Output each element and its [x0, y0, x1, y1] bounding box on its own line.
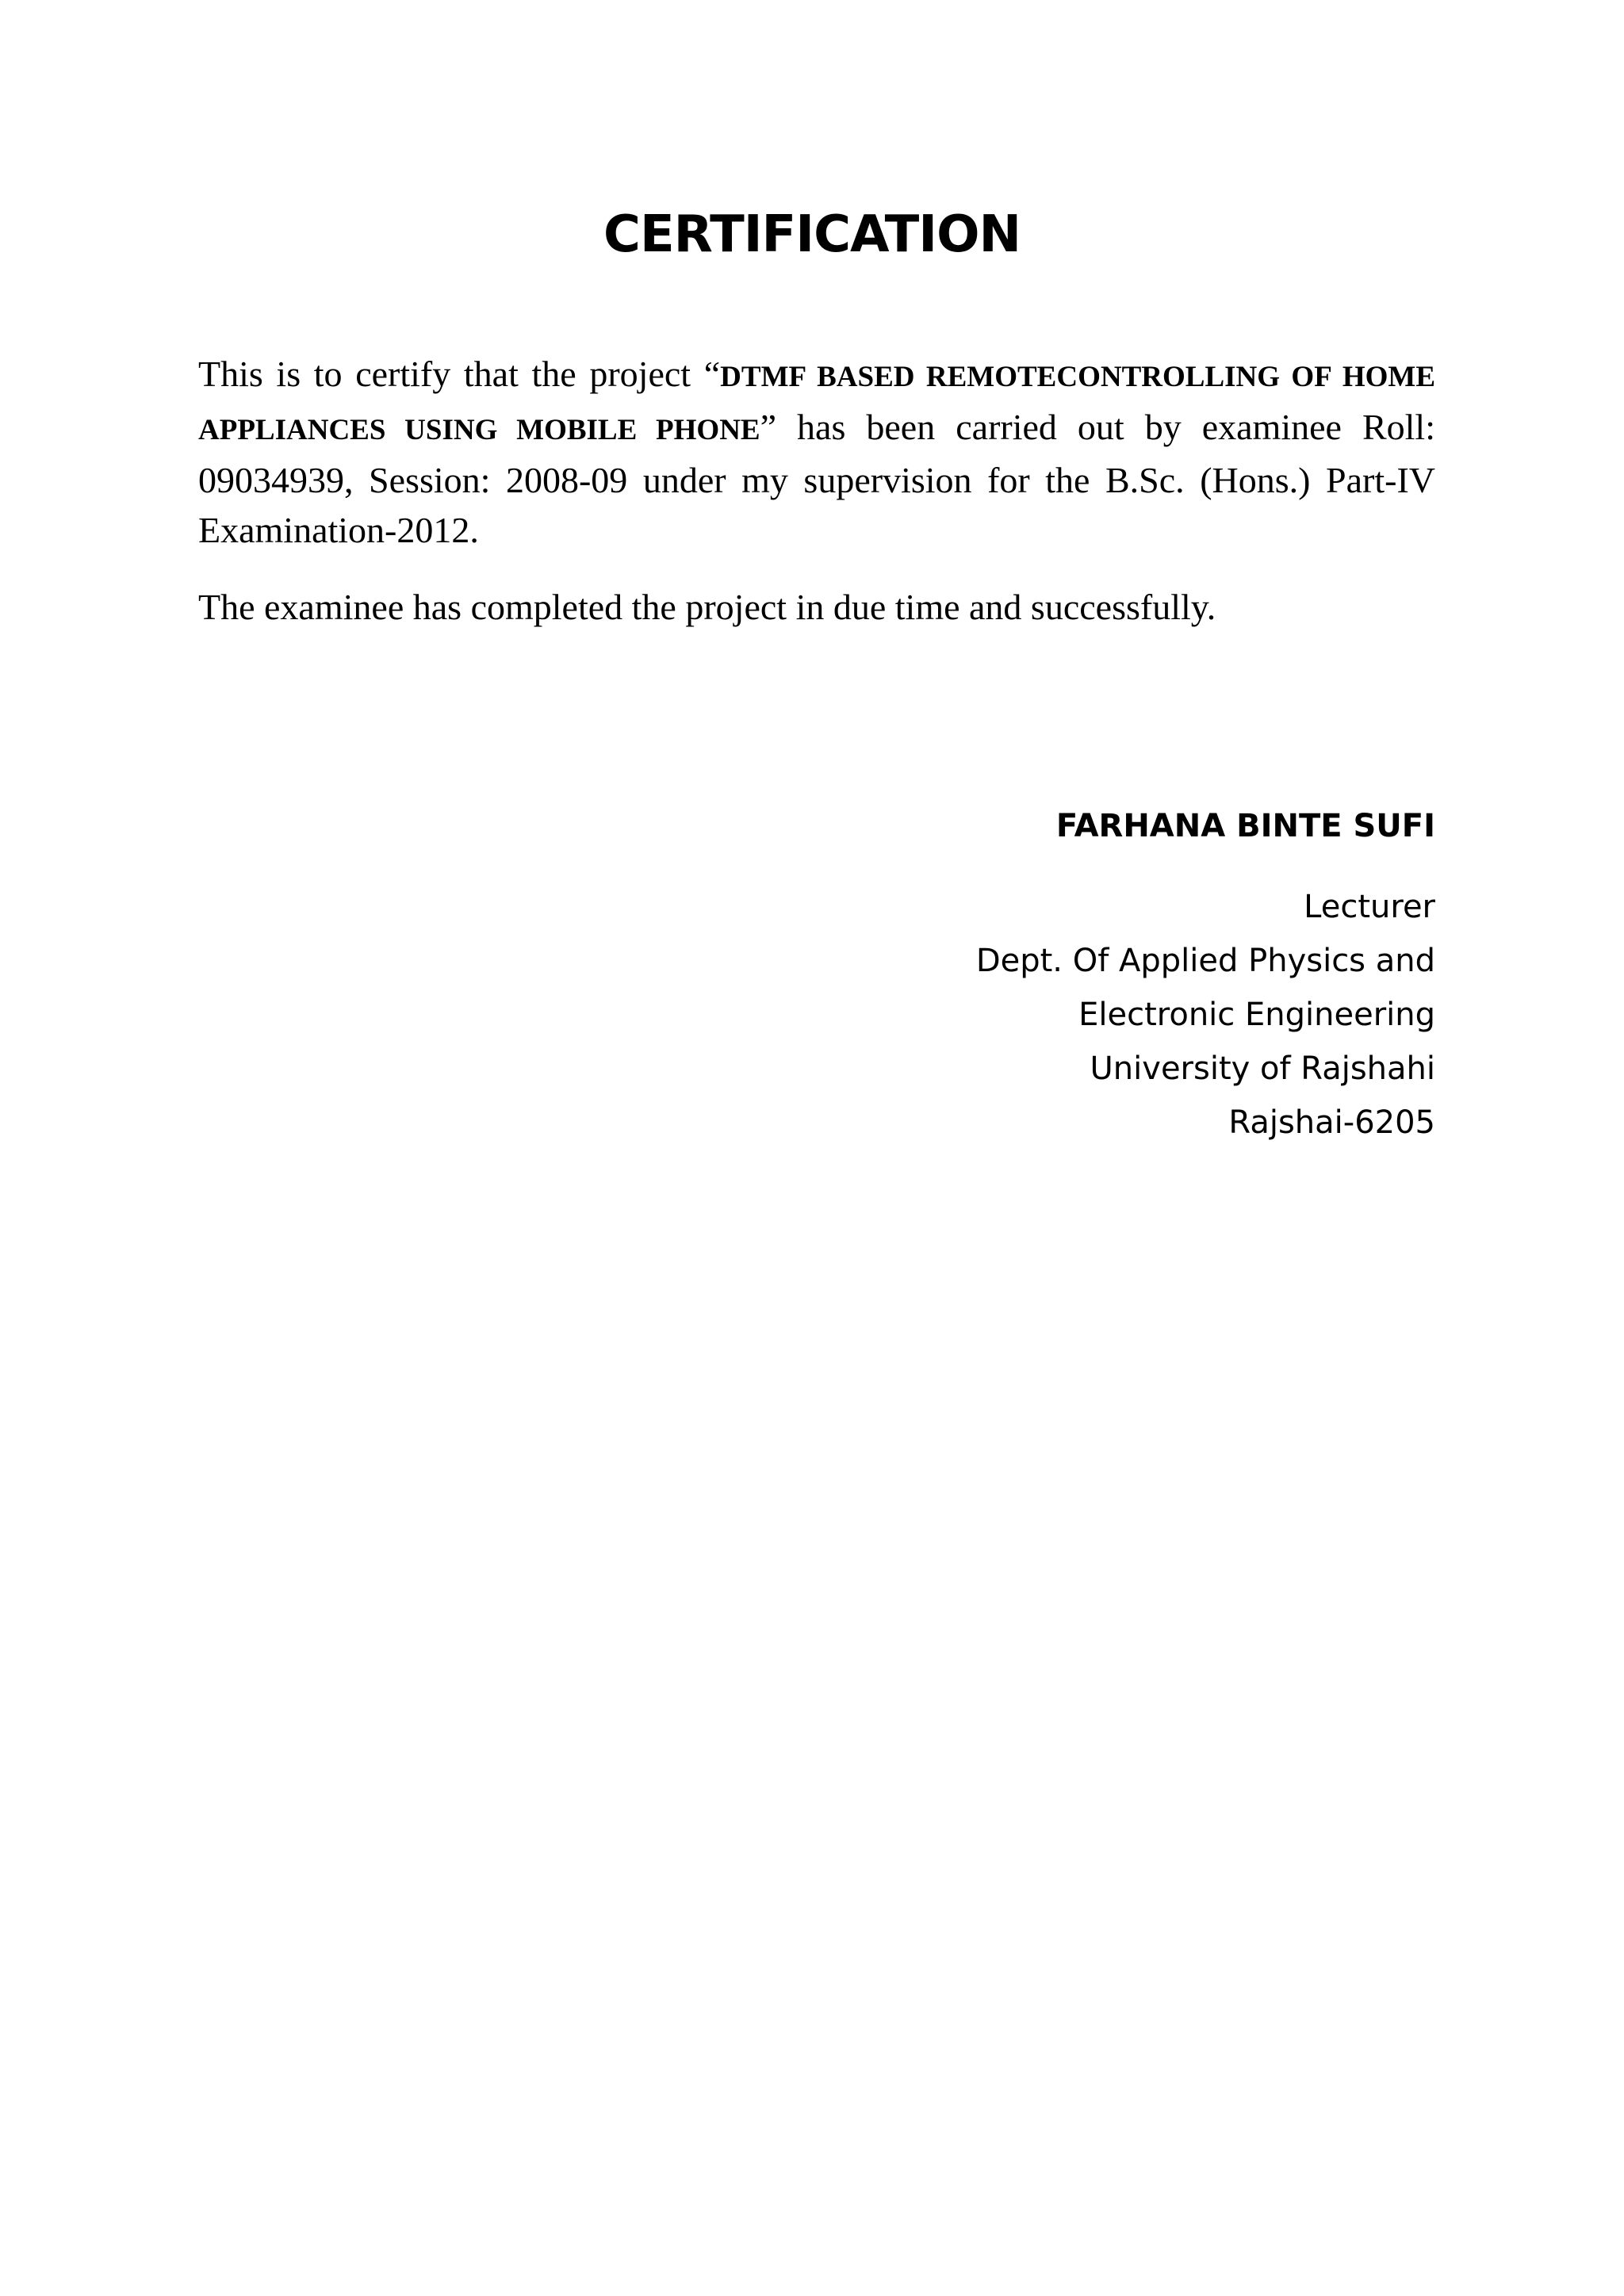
signatory-university: University of Rajshahi	[1090, 1050, 1435, 1087]
signatory-designation: Lecturer	[1304, 889, 1435, 925]
completion-paragraph: The examinee has completed the project in due time and successfully.	[198, 587, 1216, 627]
close-quote: ”	[760, 407, 777, 447]
signatory-department-line1: Dept. Of Applied Physics and	[975, 943, 1435, 979]
paragraph-lead-text: This is to certify that the project	[198, 354, 704, 394]
signatory-name: FARHANA BINTE SUFI	[1055, 808, 1435, 844]
signature-block	[484, 801, 1435, 1150]
signatory-location: Rajshai-6205	[1228, 1104, 1435, 1141]
open-quote: “	[703, 354, 721, 394]
paragraph-tail-text: has been carried out by examinee Roll: 09034939, Session: 2008-09 under my supervision for the B.Sc. (Hons.) Part-IV Examination-2012.	[198, 407, 1435, 550]
project-title: DTMF BASED REMOTECONTROLLING OF HOME APPLIANCES USING MOBILE PHONE	[198, 361, 1435, 446]
signatory-department-line2: Electronic Engineering	[1078, 997, 1435, 1033]
page-title: CERTIFICATION	[603, 205, 1021, 264]
certification-paragraph	[198, 349, 1435, 555]
